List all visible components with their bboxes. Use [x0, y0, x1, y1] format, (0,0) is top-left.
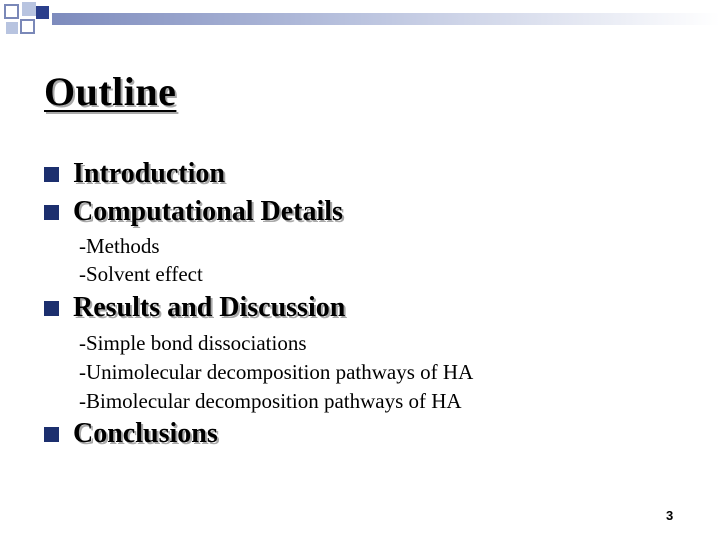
page-number: 3 [666, 508, 674, 523]
outline-item-results-discussion [44, 292, 345, 324]
square-bullet-icon [44, 301, 59, 316]
sub-item: -Bimolecular decomposition pathways of HA [79, 389, 462, 413]
sub-item: -Solvent effect [79, 262, 203, 286]
outline-item-label: Introduction [73, 158, 225, 189]
sub-item: -Simple bond dissociations [79, 331, 307, 355]
outline-item-computational-details [44, 196, 343, 228]
square-bullet-icon [44, 167, 59, 182]
header-gradient-bar [52, 13, 720, 25]
corner-square-outline [4, 4, 19, 19]
square-bullet-icon [44, 205, 59, 220]
corner-square-blue [36, 6, 49, 19]
outline-item-conclusions [44, 418, 218, 450]
slide-title: Outline [44, 69, 177, 114]
outline-item-label: Results and Discussion [73, 292, 346, 323]
corner-square-outline [20, 19, 35, 34]
square-bullet-icon [44, 427, 59, 442]
outline-item-label: Computational Details [73, 196, 343, 227]
sub-item: -Methods [79, 234, 160, 258]
outline-item-label: Conclusions [73, 418, 218, 449]
corner-square-light [6, 22, 18, 34]
sub-item: -Unimolecular decomposition pathways of HA [79, 360, 474, 384]
outline-item-introduction [44, 158, 225, 190]
corner-square-light [22, 2, 36, 16]
